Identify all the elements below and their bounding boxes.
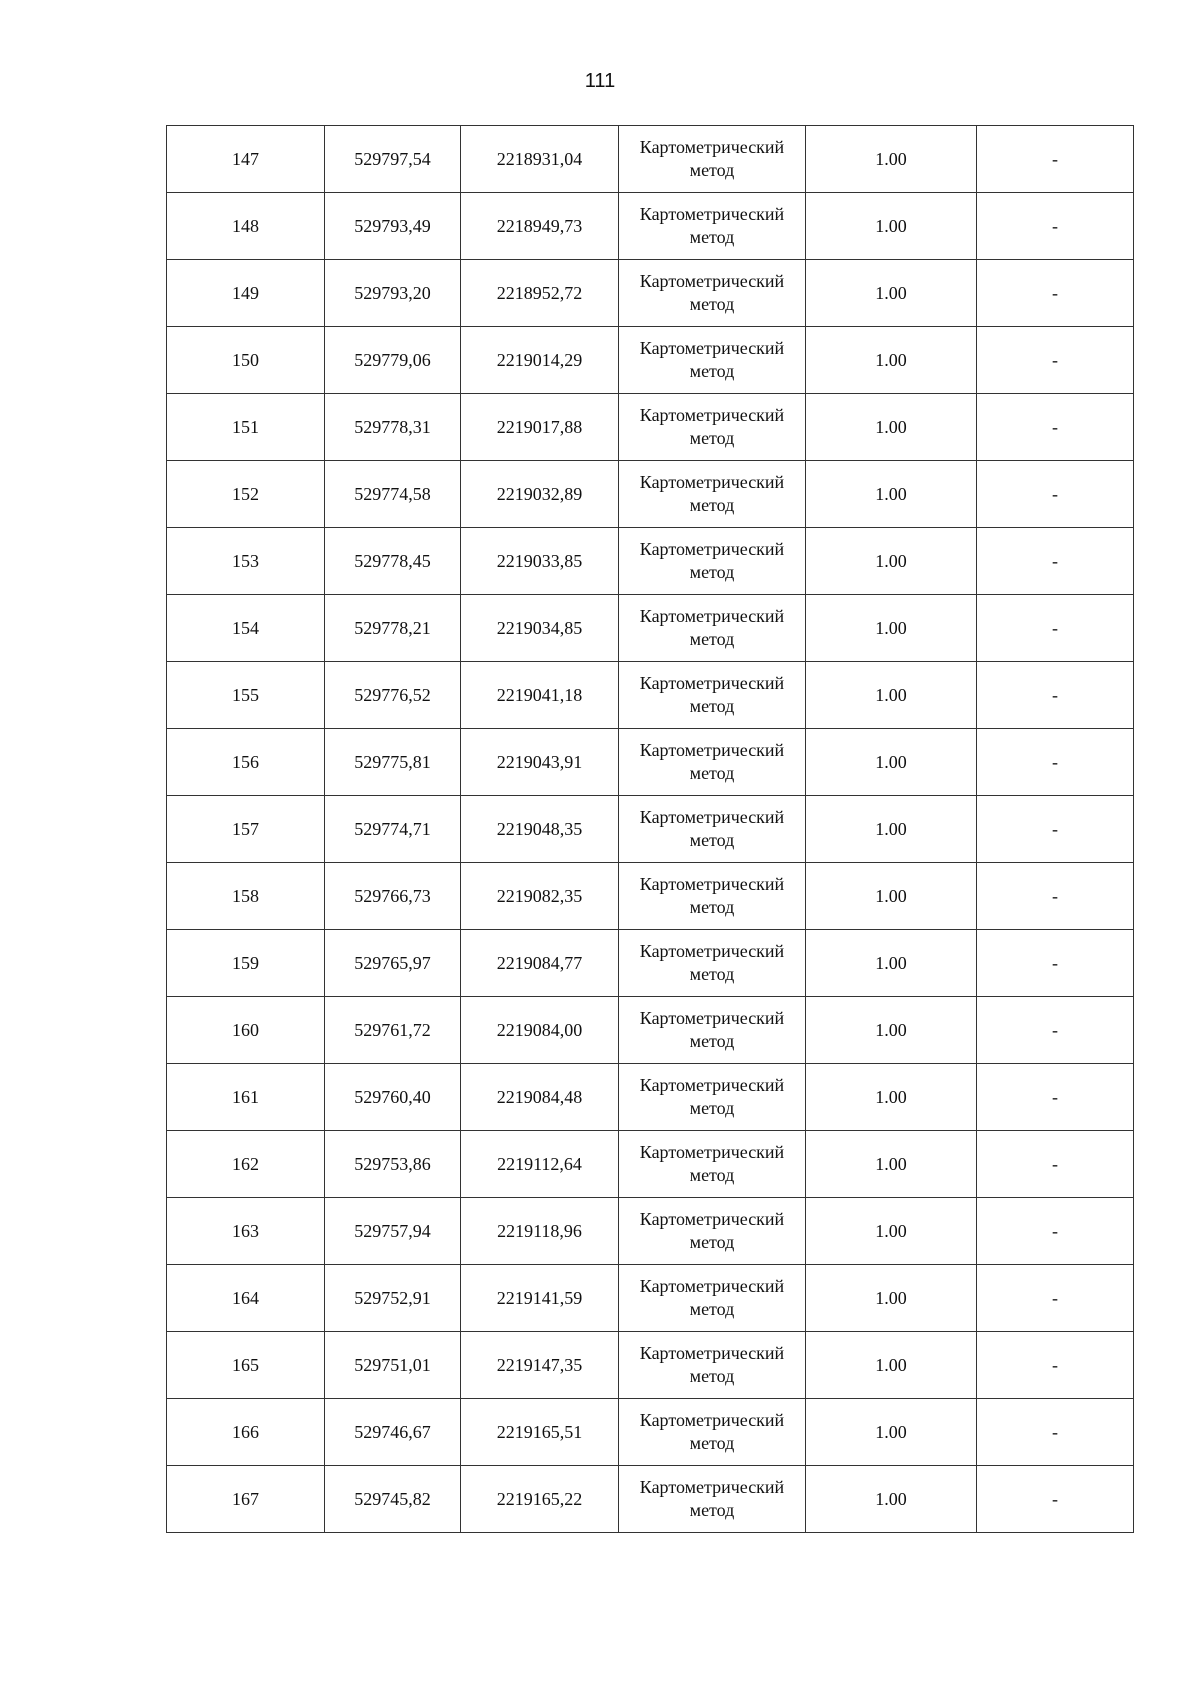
accuracy-cell: 1.00	[806, 595, 977, 662]
table-row	[167, 1265, 1134, 1332]
method-line-1: Картометрический	[639, 1343, 785, 1363]
y-coordinate-cell: 2219017,88	[461, 394, 619, 461]
point-number-cell: 158	[167, 863, 325, 930]
accuracy-cell: 1.00	[806, 1131, 977, 1198]
point-number-cell: 156	[167, 729, 325, 796]
method-line-2: метод	[689, 562, 735, 582]
point-number-cell: 153	[167, 528, 325, 595]
point-number-cell: 151	[167, 394, 325, 461]
method-line-2: метод	[689, 763, 735, 783]
method-cell	[619, 1265, 806, 1332]
method-cell	[619, 461, 806, 528]
note-cell: -	[977, 863, 1134, 930]
point-number-cell: 150	[167, 327, 325, 394]
method-cell	[619, 1198, 806, 1265]
method-line-2: метод	[689, 495, 735, 515]
method-line-1: Картометрический	[639, 1008, 785, 1028]
y-coordinate-cell: 2219141,59	[461, 1265, 619, 1332]
table-row	[167, 595, 1134, 662]
method-line-2: метод	[689, 830, 735, 850]
table-row	[167, 394, 1134, 461]
table-row	[167, 1198, 1134, 1265]
method-line-1: Картометрический	[639, 606, 785, 626]
x-coordinate-cell: 529757,94	[325, 1198, 461, 1265]
y-coordinate-cell: 2219084,00	[461, 997, 619, 1064]
y-coordinate-cell: 2219034,85	[461, 595, 619, 662]
method-cell	[619, 126, 806, 193]
point-number-cell: 162	[167, 1131, 325, 1198]
x-coordinate-cell: 529797,54	[325, 126, 461, 193]
accuracy-cell: 1.00	[806, 1265, 977, 1332]
y-coordinate-cell: 2219084,77	[461, 930, 619, 997]
method-line-1: Картометрический	[639, 204, 785, 224]
y-coordinate-cell: 2219041,18	[461, 662, 619, 729]
note-cell: -	[977, 1265, 1134, 1332]
method-line-1: Картометрический	[639, 271, 785, 291]
accuracy-cell: 1.00	[806, 1332, 977, 1399]
note-cell: -	[977, 1131, 1134, 1198]
x-coordinate-cell: 529752,91	[325, 1265, 461, 1332]
method-cell	[619, 729, 806, 796]
note-cell: -	[977, 1466, 1134, 1533]
table-row	[167, 1064, 1134, 1131]
accuracy-cell: 1.00	[806, 1198, 977, 1265]
method-line-1: Картометрический	[639, 874, 785, 894]
x-coordinate-cell: 529751,01	[325, 1332, 461, 1399]
x-coordinate-cell: 529774,58	[325, 461, 461, 528]
method-line-1: Картометрический	[639, 539, 785, 559]
accuracy-cell: 1.00	[806, 327, 977, 394]
table-row	[167, 1332, 1134, 1399]
note-cell: -	[977, 528, 1134, 595]
accuracy-cell: 1.00	[806, 796, 977, 863]
x-coordinate-cell: 529753,86	[325, 1131, 461, 1198]
note-cell: -	[977, 193, 1134, 260]
method-line-1: Картометрический	[639, 673, 785, 693]
note-cell: -	[977, 260, 1134, 327]
table-row	[167, 327, 1134, 394]
table-row	[167, 1399, 1134, 1466]
accuracy-cell: 1.00	[806, 1064, 977, 1131]
point-number-cell: 155	[167, 662, 325, 729]
method-line-2: метод	[689, 428, 735, 448]
method-cell	[619, 1131, 806, 1198]
method-line-2: метод	[689, 1433, 735, 1453]
table-row	[167, 126, 1134, 193]
method-line-2: метод	[689, 160, 735, 180]
accuracy-cell: 1.00	[806, 528, 977, 595]
y-coordinate-cell: 2219147,35	[461, 1332, 619, 1399]
note-cell: -	[977, 729, 1134, 796]
method-line-1: Картометрический	[639, 338, 785, 358]
table-row	[167, 997, 1134, 1064]
note-cell: -	[977, 126, 1134, 193]
method-line-2: метод	[689, 964, 735, 984]
note-cell: -	[977, 796, 1134, 863]
method-line-2: метод	[689, 1232, 735, 1252]
x-coordinate-cell: 529760,40	[325, 1064, 461, 1131]
table-row	[167, 528, 1134, 595]
x-coordinate-cell: 529765,97	[325, 930, 461, 997]
method-line-2: метод	[689, 294, 735, 314]
table-row	[167, 662, 1134, 729]
x-coordinate-cell: 529793,20	[325, 260, 461, 327]
point-number-cell: 148	[167, 193, 325, 260]
accuracy-cell: 1.00	[806, 394, 977, 461]
y-coordinate-cell: 2219032,89	[461, 461, 619, 528]
method-line-2: метод	[689, 1031, 735, 1051]
accuracy-cell: 1.00	[806, 930, 977, 997]
method-line-1: Картометрический	[639, 472, 785, 492]
accuracy-cell: 1.00	[806, 1399, 977, 1466]
accuracy-cell: 1.00	[806, 729, 977, 796]
method-cell	[619, 662, 806, 729]
note-cell: -	[977, 394, 1134, 461]
method-line-2: метод	[689, 227, 735, 247]
method-line-2: метод	[689, 696, 735, 716]
x-coordinate-cell: 529776,52	[325, 662, 461, 729]
method-line-2: метод	[689, 1165, 735, 1185]
method-cell	[619, 260, 806, 327]
method-line-2: метод	[689, 1098, 735, 1118]
point-number-cell: 166	[167, 1399, 325, 1466]
method-cell	[619, 595, 806, 662]
x-coordinate-cell: 529774,71	[325, 796, 461, 863]
coordinates-table	[166, 125, 1134, 1533]
y-coordinate-cell: 2218949,73	[461, 193, 619, 260]
point-number-cell: 160	[167, 997, 325, 1064]
method-line-2: метод	[689, 897, 735, 917]
point-number-cell: 157	[167, 796, 325, 863]
x-coordinate-cell: 529793,49	[325, 193, 461, 260]
x-coordinate-cell: 529778,31	[325, 394, 461, 461]
accuracy-cell: 1.00	[806, 260, 977, 327]
table-row	[167, 863, 1134, 930]
point-number-cell: 164	[167, 1265, 325, 1332]
table-row	[167, 193, 1134, 260]
method-cell	[619, 1399, 806, 1466]
x-coordinate-cell: 529778,45	[325, 528, 461, 595]
note-cell: -	[977, 461, 1134, 528]
table-row	[167, 796, 1134, 863]
method-line-2: метод	[689, 361, 735, 381]
y-coordinate-cell: 2219118,96	[461, 1198, 619, 1265]
note-cell: -	[977, 1332, 1134, 1399]
point-number-cell: 147	[167, 126, 325, 193]
y-coordinate-cell: 2218931,04	[461, 126, 619, 193]
method-cell	[619, 1332, 806, 1399]
point-number-cell: 167	[167, 1466, 325, 1533]
y-coordinate-cell: 2219048,35	[461, 796, 619, 863]
method-line-1: Картометрический	[639, 137, 785, 157]
table-row	[167, 729, 1134, 796]
x-coordinate-cell: 529779,06	[325, 327, 461, 394]
method-line-1: Картометрический	[639, 1477, 785, 1497]
y-coordinate-cell: 2219165,51	[461, 1399, 619, 1466]
method-line-1: Картометрический	[639, 1410, 785, 1430]
accuracy-cell: 1.00	[806, 662, 977, 729]
y-coordinate-cell: 2219084,48	[461, 1064, 619, 1131]
method-cell	[619, 1466, 806, 1533]
accuracy-cell: 1.00	[806, 1466, 977, 1533]
y-coordinate-cell: 2219033,85	[461, 528, 619, 595]
point-number-cell: 163	[167, 1198, 325, 1265]
note-cell: -	[977, 327, 1134, 394]
method-line-2: метод	[689, 1366, 735, 1386]
table-row	[167, 1131, 1134, 1198]
coordinates-table-body	[167, 126, 1134, 1533]
method-cell	[619, 528, 806, 595]
method-cell	[619, 193, 806, 260]
point-number-cell: 159	[167, 930, 325, 997]
accuracy-cell: 1.00	[806, 461, 977, 528]
point-number-cell: 154	[167, 595, 325, 662]
method-cell	[619, 394, 806, 461]
table-row	[167, 930, 1134, 997]
method-line-1: Картометрический	[639, 1142, 785, 1162]
y-coordinate-cell: 2219112,64	[461, 1131, 619, 1198]
x-coordinate-cell: 529766,73	[325, 863, 461, 930]
point-number-cell: 161	[167, 1064, 325, 1131]
method-line-2: метод	[689, 1500, 735, 1520]
method-line-1: Картометрический	[639, 405, 785, 425]
method-line-1: Картометрический	[639, 1209, 785, 1229]
page-number: 111	[584, 70, 616, 92]
y-coordinate-cell: 2219082,35	[461, 863, 619, 930]
y-coordinate-cell: 2219165,22	[461, 1466, 619, 1533]
method-line-1: Картометрический	[639, 941, 785, 961]
y-coordinate-cell: 2219043,91	[461, 729, 619, 796]
note-cell: -	[977, 662, 1134, 729]
note-cell: -	[977, 997, 1134, 1064]
method-line-1: Картометрический	[639, 740, 785, 760]
table-row	[167, 260, 1134, 327]
method-cell	[619, 1064, 806, 1131]
table-row	[167, 461, 1134, 528]
y-coordinate-cell: 2218952,72	[461, 260, 619, 327]
point-number-cell: 165	[167, 1332, 325, 1399]
accuracy-cell: 1.00	[806, 126, 977, 193]
x-coordinate-cell: 529745,82	[325, 1466, 461, 1533]
method-cell	[619, 863, 806, 930]
point-number-cell: 152	[167, 461, 325, 528]
point-number-cell: 149	[167, 260, 325, 327]
note-cell: -	[977, 595, 1134, 662]
x-coordinate-cell: 529778,21	[325, 595, 461, 662]
method-line-1: Картометрический	[639, 1075, 785, 1095]
x-coordinate-cell: 529746,67	[325, 1399, 461, 1466]
method-cell	[619, 327, 806, 394]
accuracy-cell: 1.00	[806, 997, 977, 1064]
method-cell	[619, 796, 806, 863]
note-cell: -	[977, 930, 1134, 997]
method-line-2: метод	[689, 1299, 735, 1319]
method-cell	[619, 997, 806, 1064]
x-coordinate-cell: 529761,72	[325, 997, 461, 1064]
note-cell: -	[977, 1198, 1134, 1265]
method-line-1: Картометрический	[639, 1276, 785, 1296]
note-cell: -	[977, 1399, 1134, 1466]
accuracy-cell: 1.00	[806, 193, 977, 260]
note-cell: -	[977, 1064, 1134, 1131]
method-line-1: Картометрический	[639, 807, 785, 827]
method-line-2: метод	[689, 629, 735, 649]
table-row	[167, 1466, 1134, 1533]
accuracy-cell: 1.00	[806, 863, 977, 930]
y-coordinate-cell: 2219014,29	[461, 327, 619, 394]
method-cell	[619, 930, 806, 997]
x-coordinate-cell: 529775,81	[325, 729, 461, 796]
